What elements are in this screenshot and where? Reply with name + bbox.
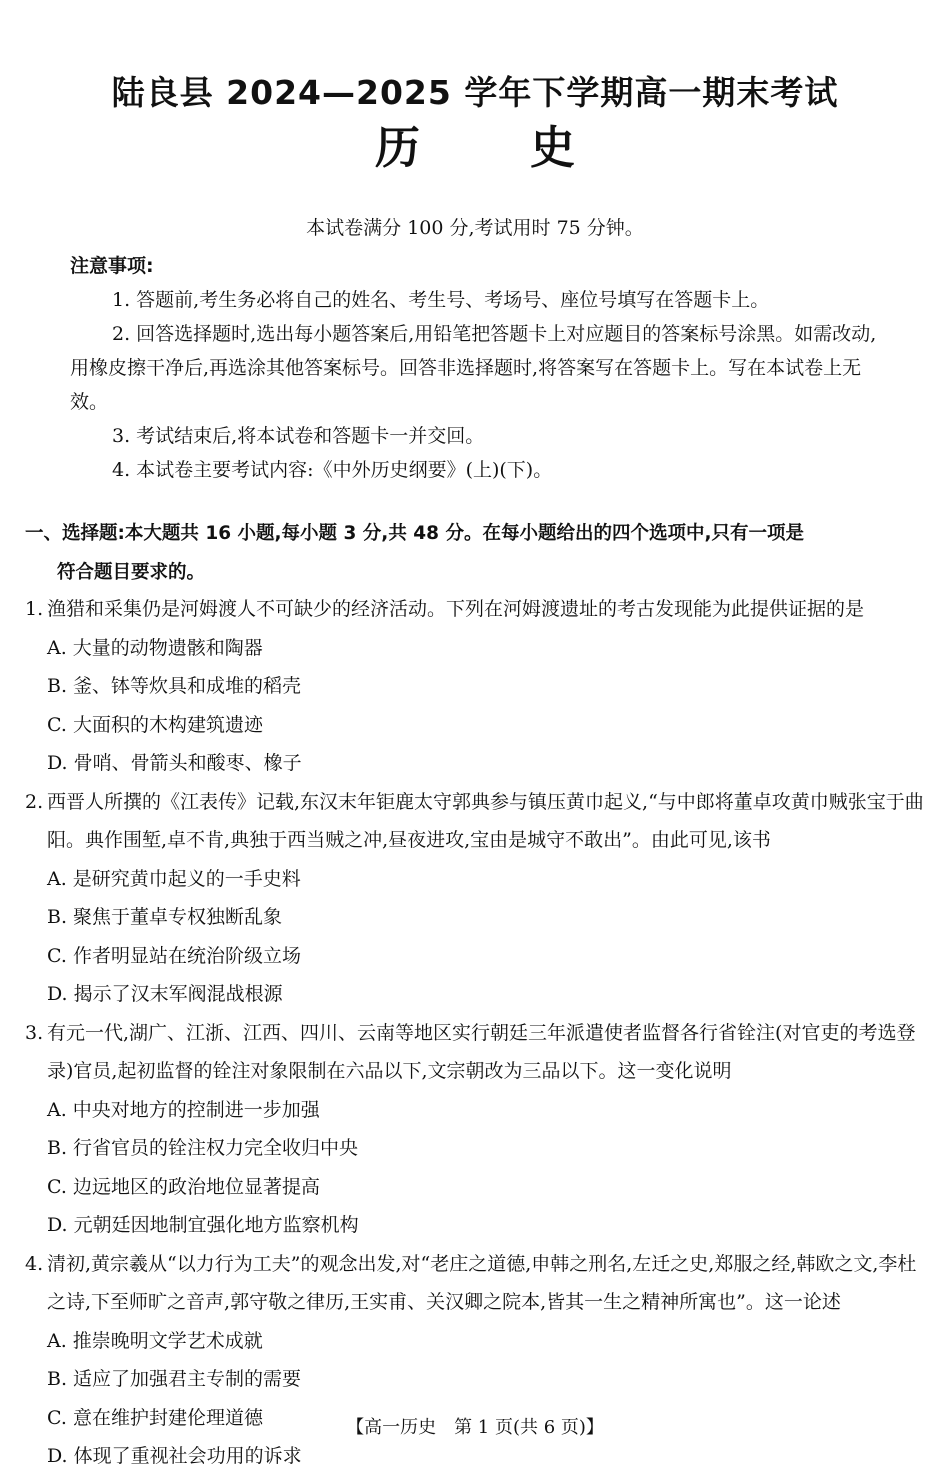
option-c: C. 作者明显站在统治阶级立场 <box>47 944 301 967</box>
question-stem: 清初,黄宗羲从“以力行为工夫”的观念出发,对“老庄之道德,申韩之刑名,左迁之史,郑服之经,韩欧之文,李杜之诗,下至师旷之音声,郭守敬之律历,王实甫、关汉卿之院本,皆其一生之精神所寓也”。这一论述 <box>47 1252 917 1313</box>
notice-item: 3. 考试结束后,将本试卷和答题卡一并交回。 <box>112 425 485 447</box>
question-stem: 有元一代,湖广、江浙、江西、四川、云南等地区实行朝廷三年派遣使者监督各行省铨注(对官吏的考选登录)官员,起初监督的铨注对象限制在六品以下,文宗朝改为三品以下。这一变化说明 <box>47 1021 916 1082</box>
option-a: A. 大量的动物遗骸和陶器 <box>47 636 263 659</box>
option-b: B. 釜、钵等炊具和成堆的稻壳 <box>47 675 302 697</box>
question-1 <box>25 590 930 783</box>
subject-title: 历史 <box>374 121 685 174</box>
option-d: D. 揭示了汉末军阀混战根源 <box>47 983 283 1005</box>
notice-item: 1. 答题前,考生务必将自己的姓名、考生号、考场号、座位号填写在答题卡上。 <box>112 289 770 311</box>
page-footer: 【高一历史 第 1 页(共 6 页)】 <box>346 1417 604 1438</box>
option-c: C. 大面积的木构建筑遗迹 <box>47 713 263 736</box>
option-d: D. 骨哨、骨箭头和酸枣、橡子 <box>47 752 302 774</box>
section-heading <box>25 514 930 592</box>
question-stem: 渔猎和采集仍是河姆渡人不可缺少的经济活动。下列在河姆渡遗址的考古发现能为此提供证据的是 <box>47 598 865 620</box>
option-a: A. 是研究黄巾起义的一手史料 <box>47 867 301 890</box>
question-number: 3. <box>25 1021 44 1044</box>
question-3 <box>25 1014 930 1245</box>
question-number: 4. <box>25 1252 44 1275</box>
option-c: C. 边远地区的政治地位显著提高 <box>47 1175 320 1198</box>
option-a: A. 推崇晚明文学艺术成就 <box>47 1329 263 1352</box>
question-stem: 西晋人所撰的《江表传》记载,东汉末年钜鹿太守郭典参与镇压黄巾起义,“与中郎将董卓攻黄巾贼张宝于曲阳。典作围堑,卓不肯,典独于西当贼之冲,昼夜进攻,宝由是城守不敢出”。由此可见,该书 <box>47 790 924 851</box>
option-b: B. 聚焦于董卓专权独断乱象 <box>47 906 283 928</box>
option-b: B. 适应了加强君主专制的需要 <box>47 1368 302 1390</box>
option-c: C. 意在维护封建伦理道德 <box>47 1406 263 1429</box>
notice-item: 4. 本试卷主要考试内容:《中外历史纲要》(上)(下)。 <box>112 459 553 481</box>
question-2 <box>25 783 930 1014</box>
section-line: 符合题目要求的。 <box>57 562 206 583</box>
option-d: D. 元朝廷因地制宜强化地方监察机构 <box>47 1214 359 1236</box>
exam-intro: 本试卷满分 100 分,考试用时 75 分钟。 <box>306 217 644 239</box>
option-d: D. 体现了重视社会功用的诉求 <box>47 1445 302 1467</box>
notice-heading: 注意事项: <box>70 255 154 277</box>
option-b: B. 行省官员的铨注权力完全收归中央 <box>47 1137 359 1159</box>
question-list <box>25 590 930 1476</box>
option-a: A. 中央对地方的控制进一步加强 <box>47 1098 320 1121</box>
section-line: 一、选择题:本大题共 16 小题,每小题 3 分,共 48 分。在每小题给出的四个选项中,只有一项是 <box>25 523 804 544</box>
question-number: 1. <box>25 598 44 620</box>
notice-list <box>70 283 890 487</box>
exam-title: 陆良县 2024—2025 学年下学期高一期末考试 <box>111 73 839 112</box>
question-number: 2. <box>25 790 44 813</box>
notice-item: 2. 回答选择题时,选出每小题答案后,用铅笔把答题卡上对应题目的答案标号涂黑。如需改动,用橡皮擦干净后,再选涂其他答案标号。回答非选择题时,将答案写在答题卡上。写在本试卷上无效。 <box>70 323 877 413</box>
